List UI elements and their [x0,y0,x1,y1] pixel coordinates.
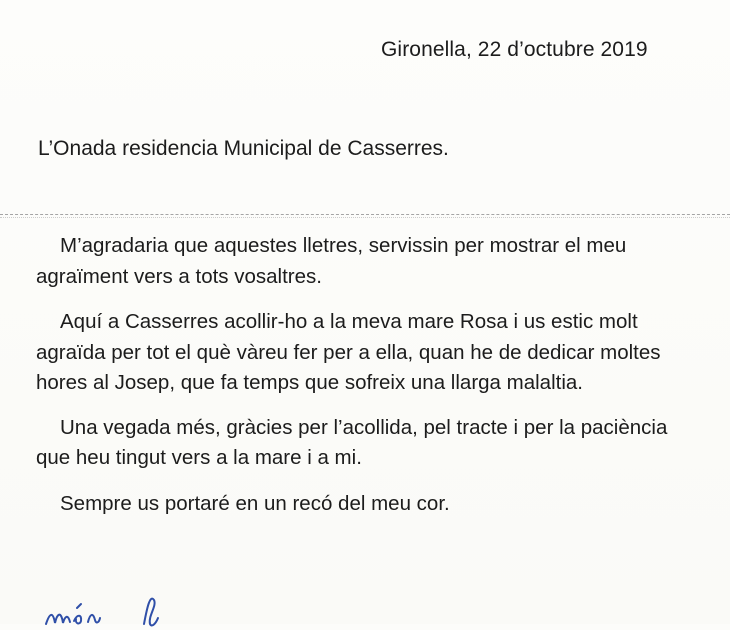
fold-line-shadow [0,217,730,218]
letter-date: Gironella, 22 d’octubre 2019 [381,38,648,61]
letter-body [36,231,696,519]
letter-recipient: L’Onada residencia Municipal de Casserres. [38,137,449,160]
paragraph-thanks: M’agradaria que aquestes lletres, servissin per mostrar el meu agraïment vers a tots vosaltres. [36,234,627,288]
handwritten-signature [44,590,204,630]
paragraph-gratitude: Una vegada més, gràcies per l’acollida, pel tracte i per la paciència que heu tingut vers a la mare i a mi. [36,415,668,469]
paragraph-casserres: Aquí a Casserres acollir-ho a la meva mare Rosa i us estic molt agraïda per tot el què vàreu fer per a ella, quan he de dedicar moltes hores al Josep, que fa temps que sofreix una llarga malaltia. [36,310,661,394]
paragraph-closing: Sempre us portaré en un recó del meu cor. [60,491,450,515]
fold-line [0,214,730,215]
